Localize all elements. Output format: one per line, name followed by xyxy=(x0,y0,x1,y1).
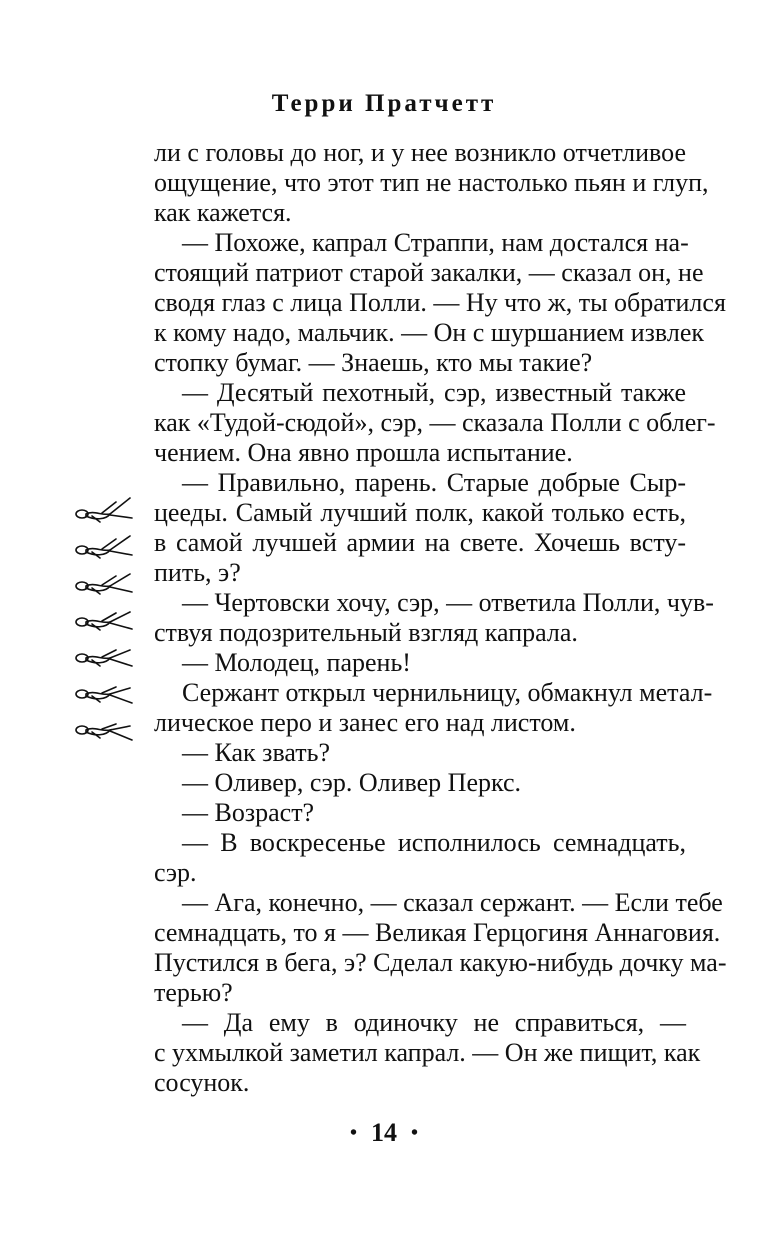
text-line: в самой лучшей армии на свете. Хочешь всту- xyxy=(154,528,686,557)
text-line: как «Тудой-сюдой», сэр, — сказала Полли с облег- xyxy=(154,408,716,437)
text-line: семнадцать, то я — Великая Герцогиня Аннаговия. xyxy=(154,918,721,947)
folio-bullet-left: • xyxy=(349,1122,357,1144)
text-line: с ухмылкой заметил капрал. — Он же пищит, как xyxy=(154,1038,701,1067)
page-number: 14 xyxy=(371,1118,397,1147)
text-line: — Похоже, капрал Страппи, нам достался на- xyxy=(182,228,689,257)
text-line: — Молодец, парень! xyxy=(182,648,411,677)
text-line: ощущение, что этот тип не настолько пьян и глуп, xyxy=(154,168,709,197)
text-line: сэр. xyxy=(154,858,197,887)
text-line: ли с головы до ног, и у нее возникло отчетливое xyxy=(154,138,686,167)
flip-book-frame xyxy=(76,498,132,522)
text-line: — Правильно, парень. Старые добрые Сыр- xyxy=(182,468,686,497)
folio-bullet-right: • xyxy=(411,1122,419,1144)
text-line: как кажется. xyxy=(154,198,292,227)
page-number-footer xyxy=(0,1117,768,1149)
text-line: Пустился в бега, э? Сделал какую-нибудь дочку ма- xyxy=(154,948,727,977)
text-line: — Ага, конечно, — сказал сержант. — Если тебе xyxy=(182,888,723,917)
text-line: ствуя подозрительный взгляд капрала. xyxy=(154,618,578,647)
text-line: — Да ему в одиночку не справиться, — xyxy=(182,1008,686,1037)
flip-book-frame xyxy=(76,536,132,558)
body-text xyxy=(154,138,727,1098)
text-line: — Десятый пехотный, сэр, известный также xyxy=(182,378,686,407)
text-line: стоящий патриот старой закалки, — сказал он, не xyxy=(154,258,704,287)
text-line: цееды. Самый лучший полк, какой только есть, xyxy=(154,498,686,527)
text-line: сводя глаз с лица Полли. — Ну что ж, ты обратился xyxy=(154,288,726,317)
flip-book-frame xyxy=(76,650,132,666)
flip-book-frame xyxy=(76,724,132,740)
text-line: — Возраст? xyxy=(182,798,315,827)
text-line: — Оливер, сэр. Оливер Перкс. xyxy=(182,768,522,797)
text-line: — Как звать? xyxy=(182,738,331,767)
text-line: лическое перо и занес его над листом. xyxy=(154,708,576,737)
text-line: пить, э? xyxy=(154,558,241,587)
flip-book-frame xyxy=(76,612,132,630)
text-line: — В воскресенье исполнилось семнадцать, xyxy=(182,828,686,857)
running-head-author: Терри Пратчетт xyxy=(271,90,497,117)
text-line: — Чертовски хочу, сэр, — ответила Полли, чув- xyxy=(182,588,714,617)
text-line: Сержант открыл чернильницу, обмакнул метал- xyxy=(182,678,713,707)
flip-book-figure-icon xyxy=(72,488,144,758)
text-line: стопку бумаг. — Знаешь, кто мы такие? xyxy=(154,348,593,377)
flip-book-frame xyxy=(76,574,132,594)
text-line: сосунок. xyxy=(154,1068,250,1097)
text-line: терью? xyxy=(154,978,233,1007)
text-line: чением. Она явно прошла испытание. xyxy=(154,438,573,467)
flip-book-frame xyxy=(76,687,132,703)
text-line: к кому надо, мальчик. — Он с шуршанием извлек xyxy=(154,318,704,347)
